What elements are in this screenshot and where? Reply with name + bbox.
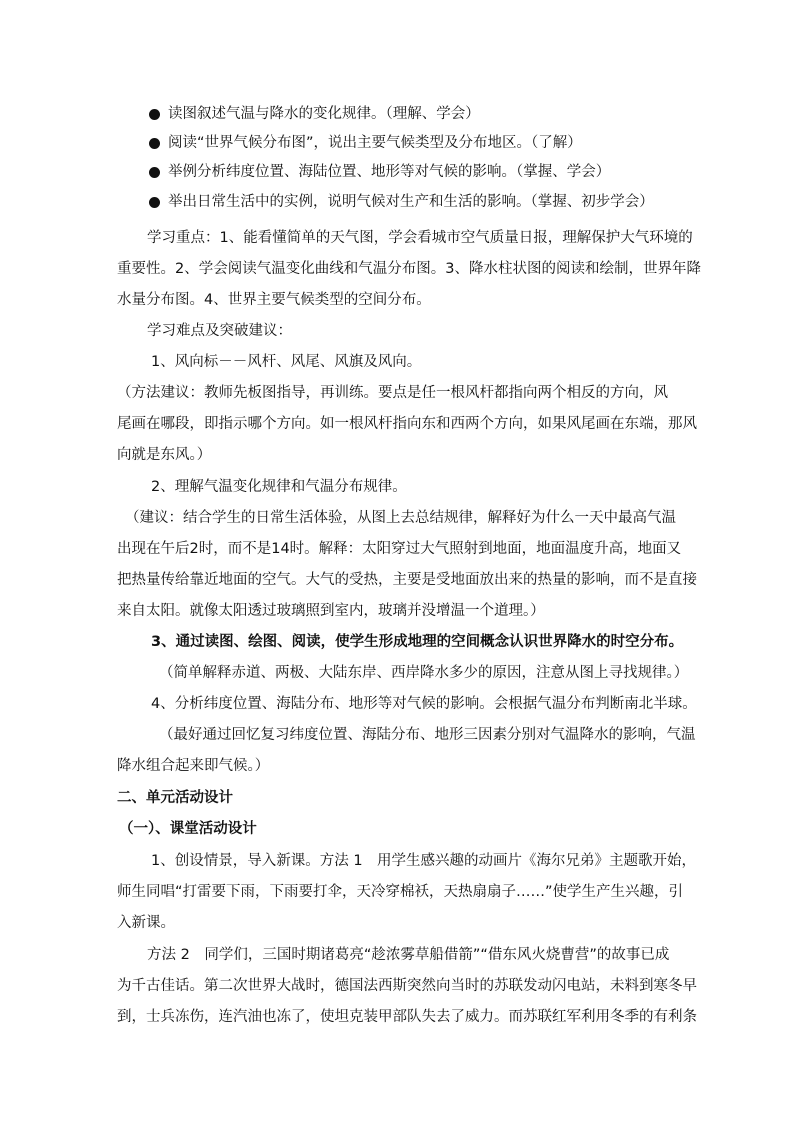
item-note-line: （建议：结合学生的日常生活体验，从图上去总结规律，解释好为什么一天中最高气温 xyxy=(125,510,676,526)
item-note-line: 把热量传给靠近地面的空气。大气的受热，主要是受地面放出来的热量的影响，而不是直接 xyxy=(117,572,697,588)
bullet-icon xyxy=(149,109,160,120)
activity-line: 师生同唱“打雷要下雨，下雨要打伞，天冷穿棉袄，天热扇扇子……”使学生产生兴趣，引 xyxy=(117,884,684,900)
activity-line: 入新课。 xyxy=(117,915,175,931)
item-note-line: （最好通过回忆复习纬度位置、海陆分布、地形三因素分别对气温降水的影响，气温 xyxy=(159,727,696,743)
item-title: 2、理解气温变化规律和气温分布规律。 xyxy=(151,479,407,495)
objective-item: 阅读“世界气候分布图”，说出主要气候类型及分布地区。（了解） xyxy=(168,135,582,151)
objective-item: 举出日常生活中的实例，说明气候对生产和生活的影响。（掌握、初步学会） xyxy=(168,194,654,210)
bullet-icon xyxy=(149,167,160,178)
activity-line: 方法 2 同学们，三国时期诸葛亮“趁浓雾草船借箭”“借东风火烧曹营”的故事已成 xyxy=(147,947,670,963)
section-heading: 二、单元活动设计 xyxy=(117,790,233,806)
key-points-line: 学习重点：1、能看懂简单的天气图，学会看城市空气质量日报，理解保护大气环境的 xyxy=(147,230,693,246)
key-points-line: 水量分布图。4、世界主要气候类型的空间分布。 xyxy=(117,292,431,308)
activity-line: 1、创设情景，导入新课。方法 1 用学生感兴趣的动画片《海尔兄弟》主题歌开始， xyxy=(151,853,697,869)
bullet-icon xyxy=(149,138,160,149)
item-note-line: 降水组合起来即气候。） xyxy=(117,758,270,774)
item-note-line: 出现在午后2时，而不是14时。解释：太阳穿过大气照射到地面，地面温度升高，地面又 xyxy=(117,541,682,557)
bullet-icon xyxy=(149,197,160,208)
item-title: 1、风向标－－风杆、风尾、风旗及风向。 xyxy=(151,354,422,370)
item-note-line: （简单解释赤道、两极、大陆东岸、西岸降水多少的原因，注意从图上寻找规律。） xyxy=(159,665,689,681)
item-title: 4、分析纬度位置、海陆分布、地形等对气候的影响。会根据气温分布判断南北半球。 xyxy=(151,696,697,712)
key-points-line: 重要性。2、学会阅读气温变化曲线和气温分布图。3、降水柱状图的阅读和绘制，世界年降 xyxy=(117,261,701,277)
item-note-line: 向就是东风。） xyxy=(117,447,212,463)
activity-line: 为千古佳话。第二次世界大战时，德国法西斯突然向当时的苏联发动闪电站，未料到寒冬早 xyxy=(117,978,697,994)
item-note-line: 来自太阳。就像太阳透过玻璃照到室内，玻璃并没增温一个道理。） xyxy=(117,603,545,619)
item-note-line: （方法建议：教师先板图指导，再训练。要点是任一根风杆都指向两个相反的方向，风 xyxy=(117,385,668,401)
objective-item: 举例分析纬度位置、海陆位置、地形等对气候的影响。（掌握、学会） xyxy=(168,164,611,180)
difficulty-heading: 学习难点及突破建议： xyxy=(147,323,292,339)
activity-line: 到，士兵冻伤，连汽油也冻了，使坦克装甲部队失去了威力。而苏联红军利用冬季的有利条 xyxy=(117,1009,697,1025)
item-note-line: 尾画在哪段，即指示哪个方向。如一根风杆指向东和西两个方向，如果风尾画在东端，那风 xyxy=(117,416,697,432)
objective-item: 读图叙述气温与降水的变化规律。（理解、学会） xyxy=(168,106,480,122)
item-title: 3、通过读图、绘图、阅读，使学生形成地理的空间概念认识世界降水的时空分布。 xyxy=(151,634,684,650)
subsection-heading: （一）、课堂活动设计 xyxy=(119,821,257,837)
